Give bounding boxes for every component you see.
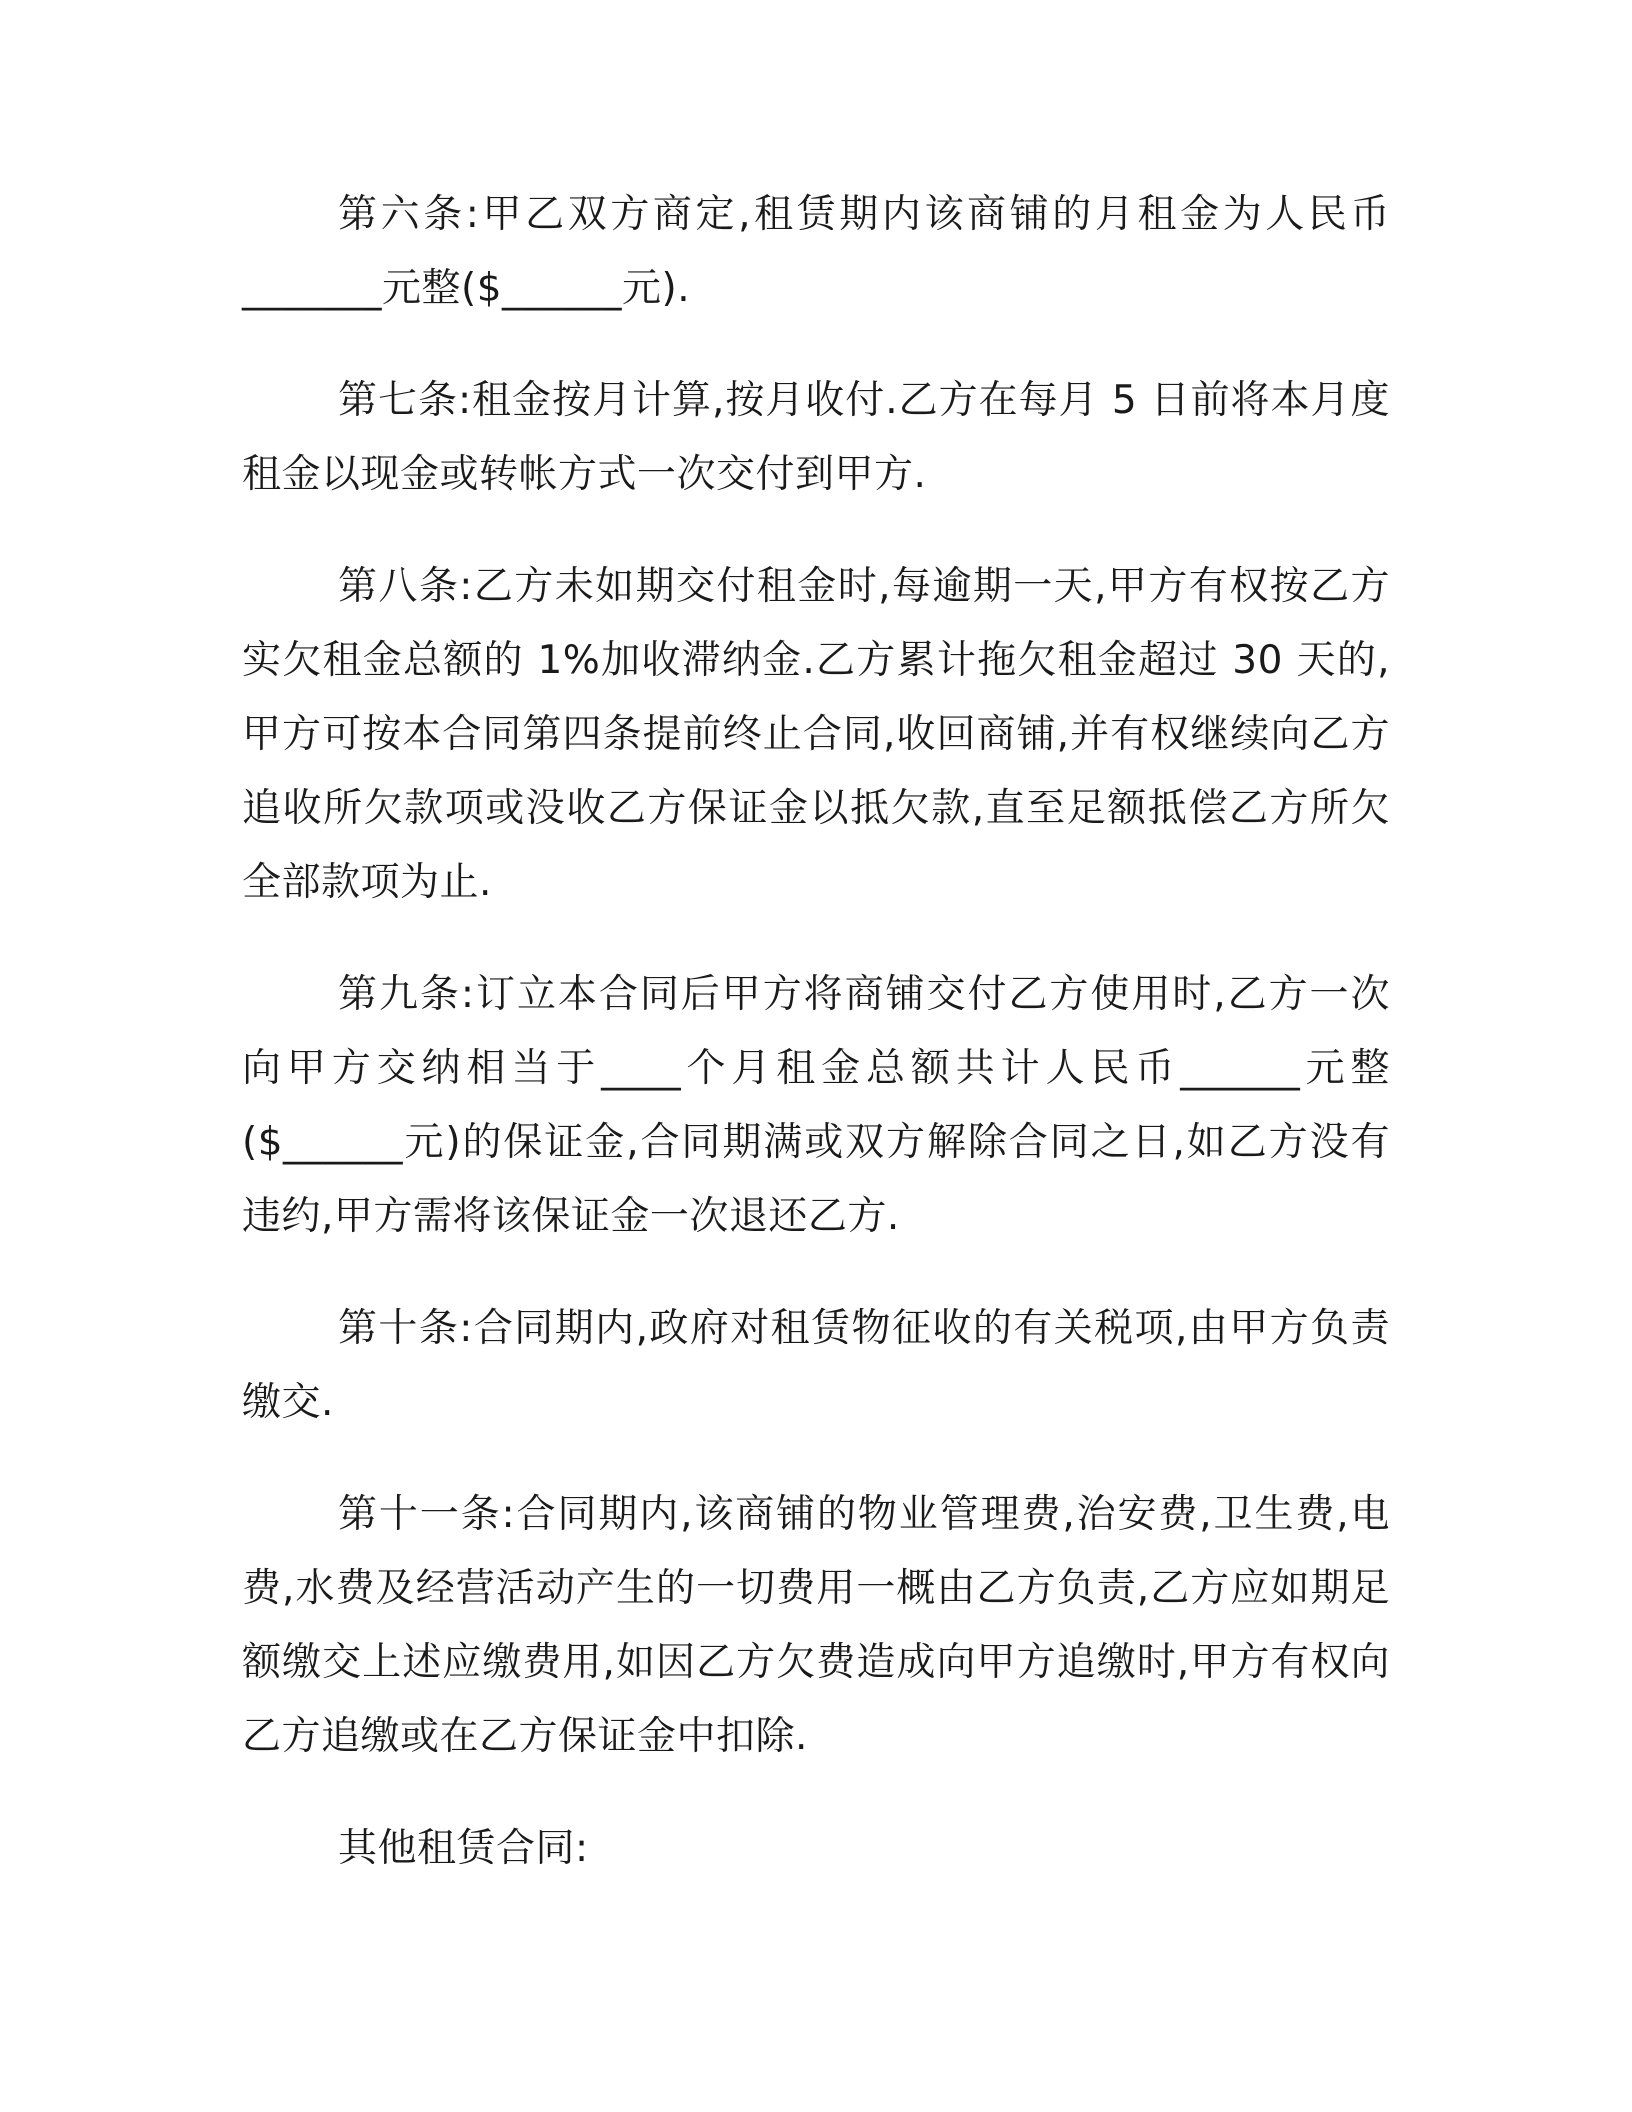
article-6-paragraph: 第六条:甲乙双方商定,租赁期内该商铺的月租金为人民币_______元整($______元). (242, 192, 1390, 311)
article-9-paragraph: 第九条:订立本合同后甲方将商铺交付乙方使用时,乙方一次向甲方交纳相当于____个月租金总额共计人民币______元整($______元)的保证金,合同期满或双方解除合同之日,如乙方没有违约,甲方需将该保证金一次退还乙方. (242, 972, 1390, 1239)
article-8-paragraph: 第八条:乙方未如期交付租金时,每逾期一天,甲方有权按乙方实欠租金总额的 1%加收滞纳金.乙方累计拖欠租金超过 30 天的,甲方可按本合同第四条提前终止合同,收回商铺,并有权继续向乙方追收所欠款项或没收乙方保证金以抵欠款,直至足额抵偿乙方所欠全部款项为止. (242, 564, 1390, 905)
document-body (242, 178, 1390, 1924)
article-11-paragraph: 第十一条:合同期内,该商铺的物业管理费,治安费,卫生费,电费,水费及经营活动产生的一切费用一概由乙方负责,乙方应如期足额缴交上述应缴费用,如因乙方欠费造成向甲方追缴时,甲方有权向乙方追缴或在乙方保证金中扣除. (242, 1492, 1390, 1759)
article-10-paragraph: 第十条:合同期内,政府对租赁物征收的有关税项,由甲方负责缴交. (242, 1306, 1390, 1425)
other-contracts-heading: 其他租赁合同: (338, 1826, 589, 1871)
article-7-paragraph: 第七条:租金按月计算,按月收付.乙方在每月 5 日前将本月度租金以现金或转帐方式一次交付到甲方. (242, 378, 1390, 497)
